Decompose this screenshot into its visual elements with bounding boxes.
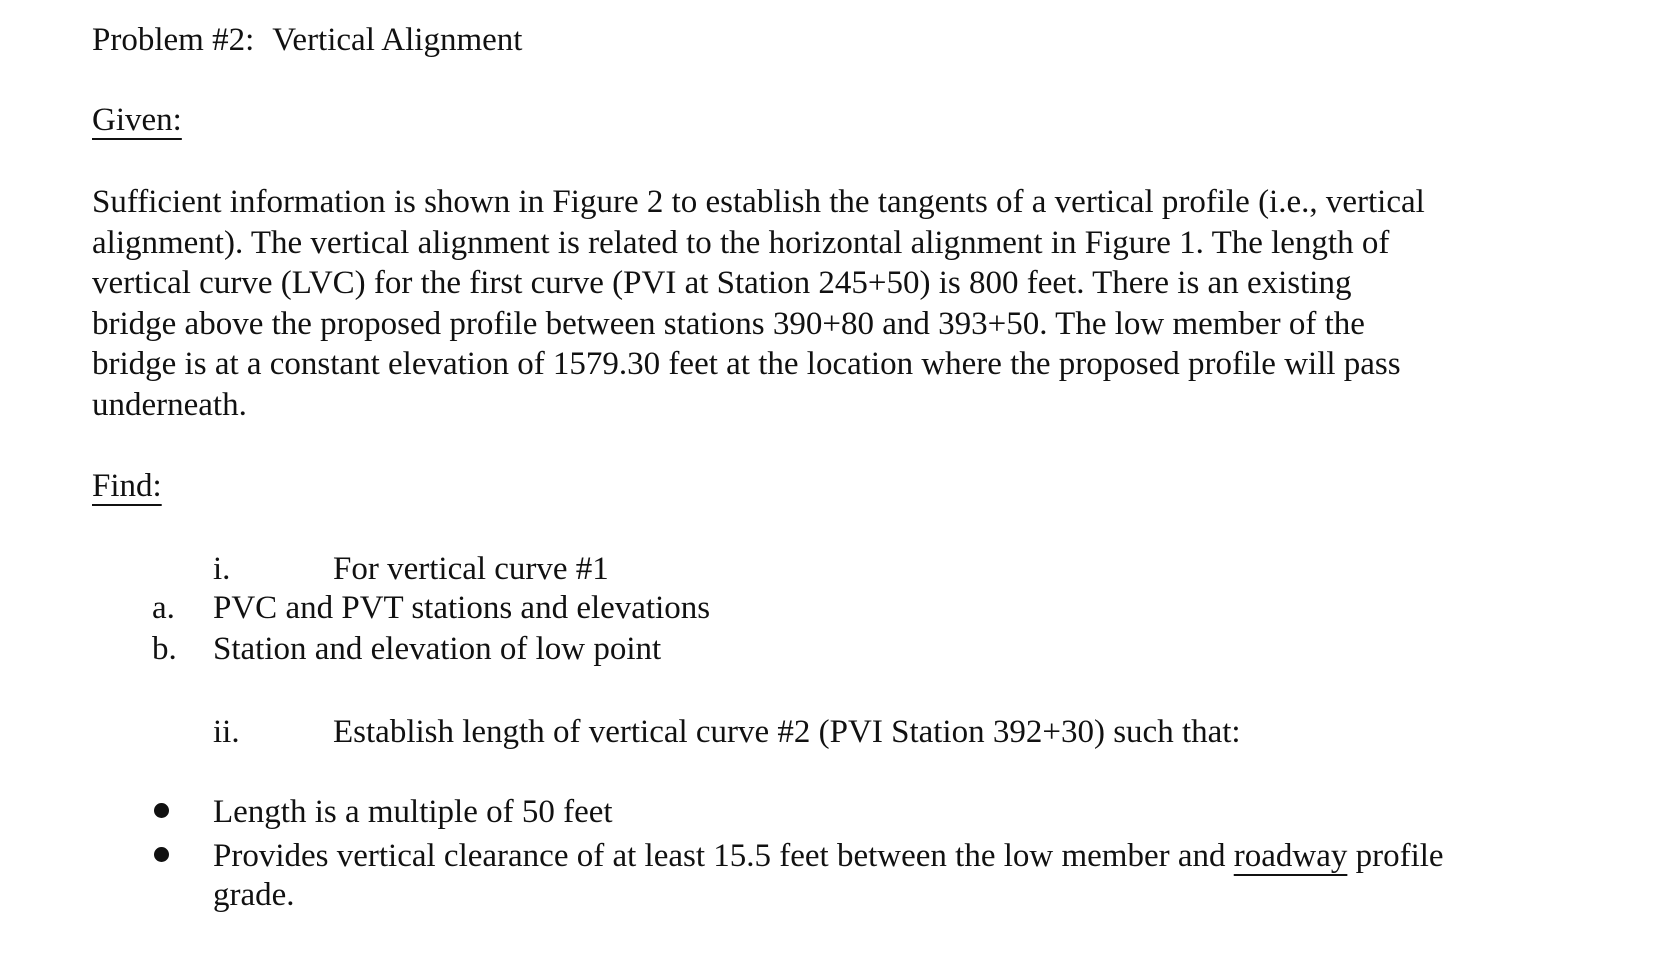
paragraph-line: alignment). The vertical alignment is related to the horizontal alignment in Figure 1. The length of: [92, 224, 1390, 261]
part-i-marker: i.: [213, 551, 231, 587]
given-paragraph: [92, 182, 1632, 425]
bullet-dot: [154, 847, 169, 862]
bullet-dot: [154, 803, 169, 818]
paragraph-line: bridge above the proposed profile between stations 390+80 and 393+50. The low member of the: [92, 305, 1365, 342]
item-b-marker: b.: [152, 631, 177, 667]
part-ii-marker: ii.: [213, 714, 240, 750]
bullet-2-after: profile: [1347, 838, 1444, 874]
paragraph-line: Sufficient information is shown in Figure 2 to establish the tangents of a vertical profile (i.e., vertical: [92, 184, 1425, 220]
item-b-text: Station and elevation of low point: [213, 631, 662, 667]
item-a-marker: a.: [152, 590, 175, 626]
item-a-text: PVC and PVT stations and elevations: [213, 590, 711, 626]
part-ii-text: Establish length of vertical curve #2 (PVI Station 392+30) such that:: [333, 714, 1241, 750]
bullet-1-text: Length is a multiple of 50 feet: [213, 794, 613, 830]
paragraph-line: underneath.: [92, 386, 247, 423]
bullet-2-before: Provides vertical clearance of at least 15.5 feet between the low member and: [213, 838, 1234, 874]
given-heading: Given:: [92, 102, 182, 138]
paragraph-line: bridge is at a constant elevation of 1579.30 feet at the location where the proposed profile will pass: [92, 346, 1401, 382]
problem-name: Vertical Alignment: [272, 22, 523, 58]
find-heading: Find:: [92, 468, 162, 504]
bullet-2-underlined-word: roadway: [1233, 838, 1348, 874]
paragraph-line: vertical curve (LVC) for the first curve (PVI at Station 245+50) is 800 feet. There is an existing: [92, 265, 1352, 301]
part-i-text: For vertical curve #1: [333, 551, 609, 587]
problem-title: [92, 20, 522, 60]
bullet-2-continuation-text: grade.: [213, 877, 295, 913]
bullet-2-text: [213, 836, 1444, 876]
problem-number: Problem #2:: [92, 22, 255, 58]
